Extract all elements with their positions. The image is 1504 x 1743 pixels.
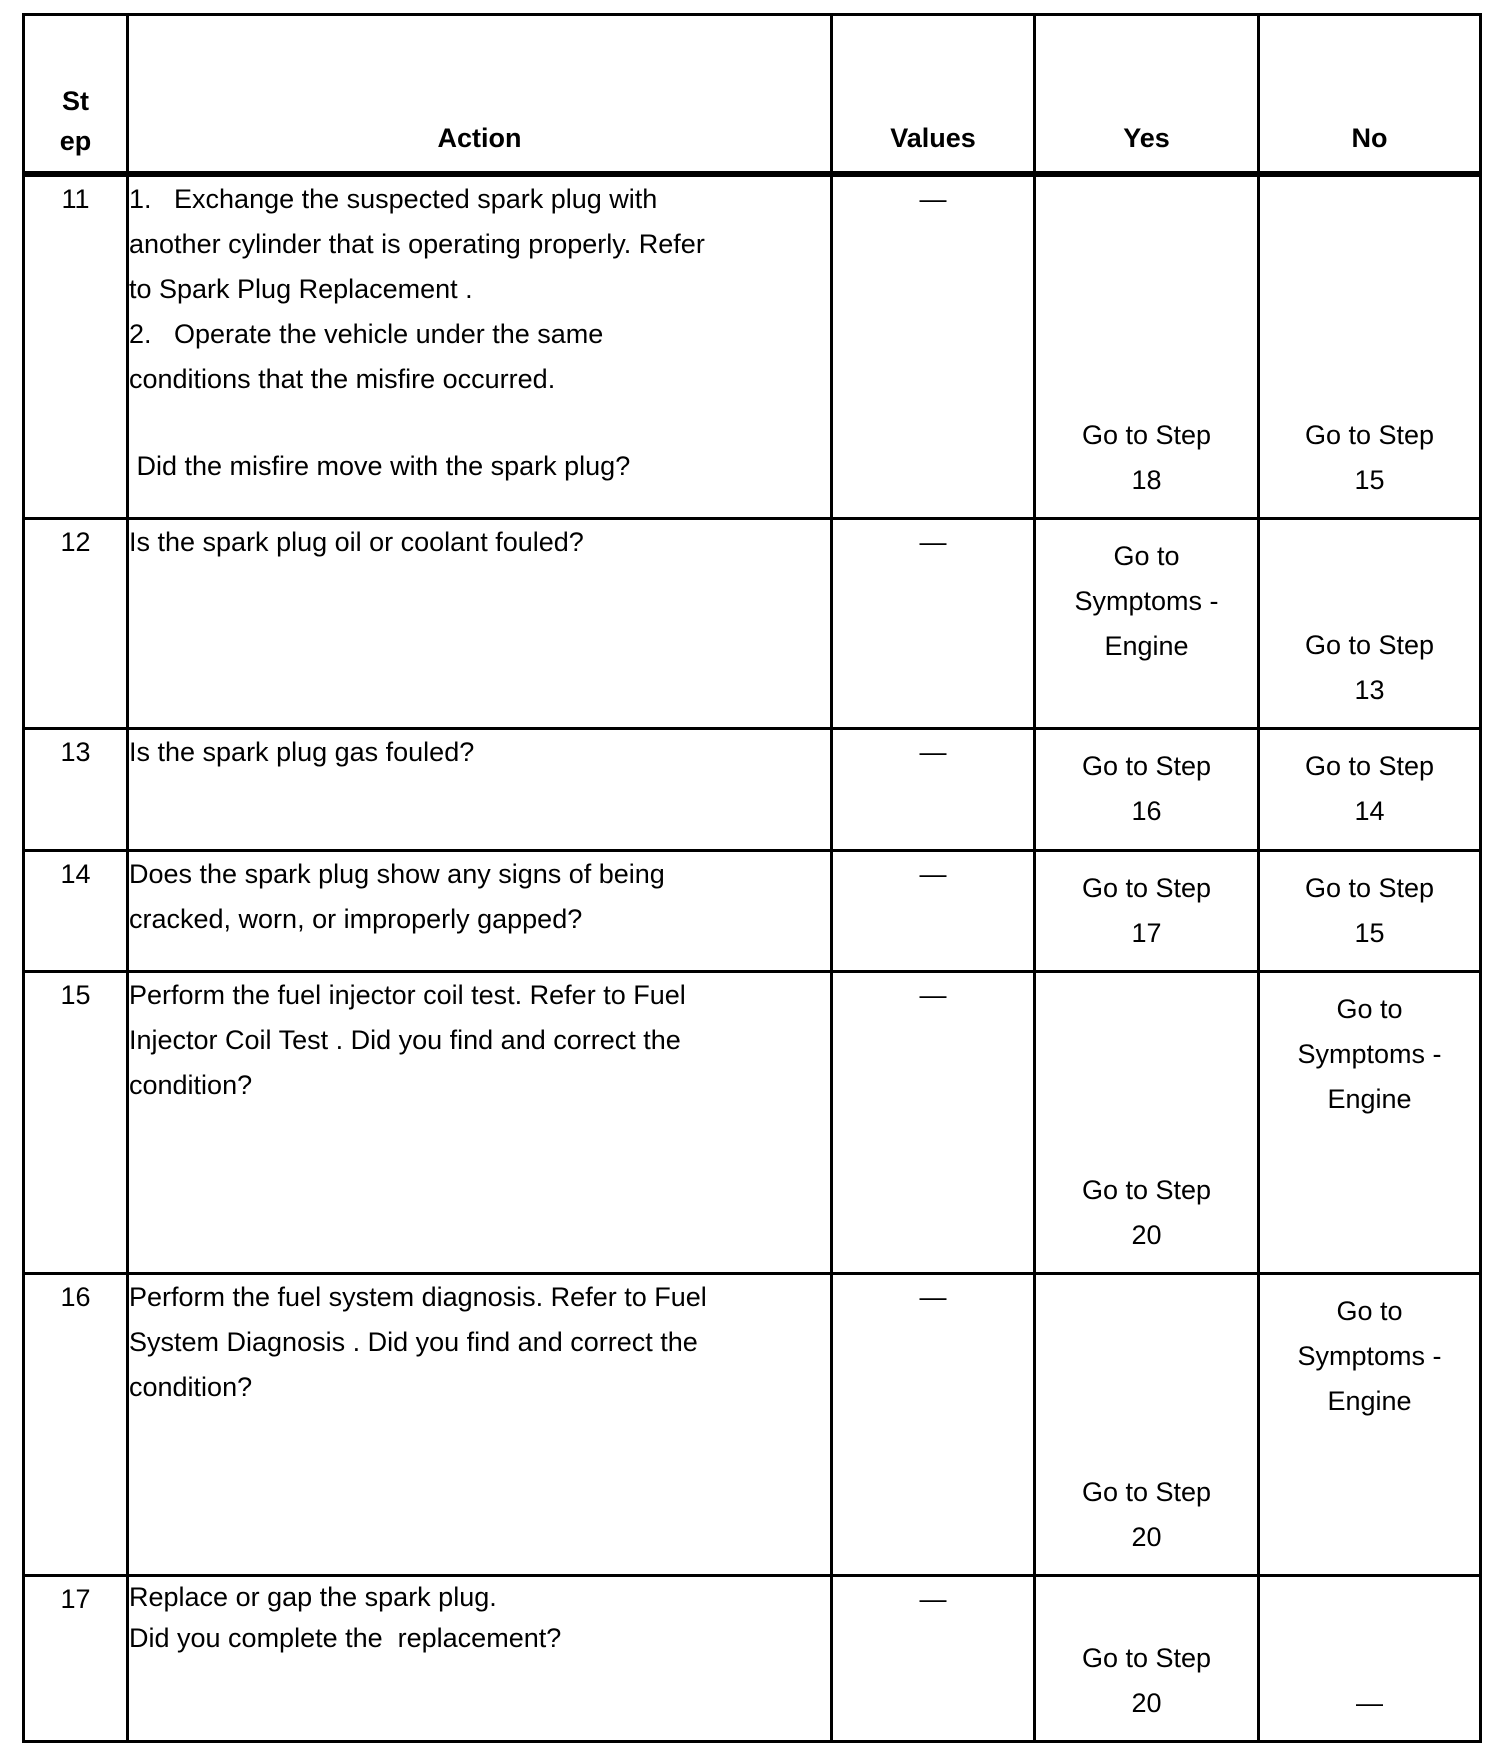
yes-cell bbox=[1035, 728, 1259, 850]
yes-text: Engine bbox=[1104, 630, 1189, 661]
diagnostic-table bbox=[22, 13, 1482, 1743]
table-row bbox=[24, 1273, 1481, 1575]
no-text: Symptoms - bbox=[1297, 1038, 1442, 1069]
action-line: Is the spark plug oil or coolant fouled? bbox=[129, 526, 584, 557]
no-text: 13 bbox=[1354, 674, 1385, 705]
no-text: 15 bbox=[1354, 917, 1385, 948]
header-step: St ep bbox=[24, 15, 128, 175]
step-number: 15 bbox=[24, 971, 128, 1273]
action-line: Perform the fuel injector coil test. Refer to Fuel bbox=[129, 979, 686, 1010]
yes-text: 18 bbox=[1131, 464, 1162, 495]
action-line: Is the spark plug gas fouled? bbox=[129, 736, 475, 767]
values-cell: — bbox=[832, 518, 1035, 728]
action-cell bbox=[128, 971, 832, 1273]
values-cell: — bbox=[832, 728, 1035, 850]
yes-text: Go to Step bbox=[1081, 1642, 1212, 1673]
values-cell: — bbox=[832, 174, 1035, 518]
action-line: Did you complete the replacement? bbox=[129, 1622, 562, 1653]
no-cell bbox=[1259, 174, 1481, 518]
action-line: condition? bbox=[129, 1069, 253, 1100]
table-row bbox=[24, 1575, 1481, 1741]
yes-text: 17 bbox=[1131, 917, 1162, 948]
header-row bbox=[24, 15, 1481, 175]
yes-text: Go to Step bbox=[1081, 750, 1212, 781]
yes-text: 20 bbox=[1131, 1521, 1162, 1552]
no-text: Go to bbox=[1336, 993, 1403, 1024]
yes-cell bbox=[1035, 518, 1259, 728]
action-line: System Diagnosis . Did you find and correct the bbox=[129, 1326, 698, 1357]
no-text: — bbox=[1356, 1687, 1383, 1718]
action-cell bbox=[128, 1575, 832, 1741]
no-cell bbox=[1259, 518, 1481, 728]
action-line: Did the misfire move with the spark plug? bbox=[129, 451, 631, 481]
step-number: 13 bbox=[24, 728, 128, 850]
no-text: Go to Step bbox=[1304, 750, 1435, 781]
table-row bbox=[24, 971, 1481, 1273]
no-text: 14 bbox=[1354, 795, 1385, 826]
action-cell bbox=[128, 1273, 832, 1575]
action-line: Replace or gap the spark plug. bbox=[129, 1581, 497, 1612]
yes-cell bbox=[1035, 971, 1259, 1273]
yes-text: Go to Step bbox=[1081, 419, 1212, 450]
no-cell bbox=[1259, 971, 1481, 1273]
action-line: conditions that the misfire occurred. bbox=[129, 364, 556, 394]
table-row bbox=[24, 518, 1481, 728]
action-cell bbox=[128, 728, 832, 850]
yes-cell bbox=[1035, 1273, 1259, 1575]
table-row bbox=[24, 174, 1481, 518]
no-text: 15 bbox=[1354, 464, 1385, 495]
step-number: 16 bbox=[24, 1273, 128, 1575]
yes-text: 16 bbox=[1131, 795, 1162, 826]
no-text: Go to bbox=[1336, 1295, 1403, 1326]
yes-text: Go to bbox=[1113, 540, 1180, 571]
values-cell: — bbox=[832, 971, 1035, 1273]
no-text: Engine bbox=[1327, 1385, 1412, 1416]
action-line: another cylinder that is operating properly. Refer bbox=[129, 229, 705, 259]
values-cell: — bbox=[832, 1273, 1035, 1575]
table-row bbox=[24, 728, 1481, 850]
no-text: Go to Step bbox=[1304, 872, 1435, 903]
values-cell: — bbox=[832, 1575, 1035, 1741]
action-cell bbox=[128, 518, 832, 728]
table-row bbox=[24, 850, 1481, 971]
values-cell: — bbox=[832, 850, 1035, 971]
action-line: to Spark Plug Replacement . bbox=[129, 274, 473, 304]
yes-text: Go to Step bbox=[1081, 1476, 1212, 1507]
action-cell bbox=[128, 174, 832, 518]
no-text: Go to Step bbox=[1304, 419, 1435, 450]
header-action: Action bbox=[128, 15, 832, 175]
header-no: No bbox=[1259, 15, 1481, 175]
action-line: 1. Exchange the suspected spark plug with bbox=[129, 184, 658, 214]
step-number: 11 bbox=[24, 174, 128, 518]
action-line: 2. Operate the vehicle under the same bbox=[129, 319, 604, 349]
yes-text: 20 bbox=[1131, 1687, 1162, 1718]
no-text: Go to Step bbox=[1304, 629, 1435, 660]
no-text: Symptoms - bbox=[1297, 1340, 1442, 1371]
no-text: Engine bbox=[1327, 1083, 1412, 1114]
step-number: 14 bbox=[24, 850, 128, 971]
action-line: Does the spark plug show any signs of being bbox=[129, 858, 665, 889]
action-line: cracked, worn, or improperly gapped? bbox=[129, 903, 583, 934]
yes-text: Go to Step bbox=[1081, 872, 1212, 903]
action-line: condition? bbox=[129, 1371, 253, 1402]
yes-text: Go to Step bbox=[1081, 1174, 1212, 1205]
action-cell bbox=[128, 850, 832, 971]
no-cell bbox=[1259, 1273, 1481, 1575]
no-cell bbox=[1259, 728, 1481, 850]
yes-text: Symptoms - bbox=[1074, 585, 1219, 616]
step-number: 12 bbox=[24, 518, 128, 728]
yes-cell bbox=[1035, 174, 1259, 518]
no-cell bbox=[1259, 850, 1481, 971]
header-values: Values bbox=[832, 15, 1035, 175]
action-line: Injector Coil Test . Did you find and correct the bbox=[129, 1024, 681, 1055]
step-number: 17 bbox=[24, 1575, 128, 1741]
header-yes: Yes bbox=[1035, 15, 1259, 175]
yes-text: 20 bbox=[1131, 1219, 1162, 1250]
no-cell bbox=[1259, 1575, 1481, 1741]
yes-cell bbox=[1035, 850, 1259, 971]
yes-cell bbox=[1035, 1575, 1259, 1741]
action-line: Perform the fuel system diagnosis. Refer to Fuel bbox=[129, 1281, 707, 1312]
